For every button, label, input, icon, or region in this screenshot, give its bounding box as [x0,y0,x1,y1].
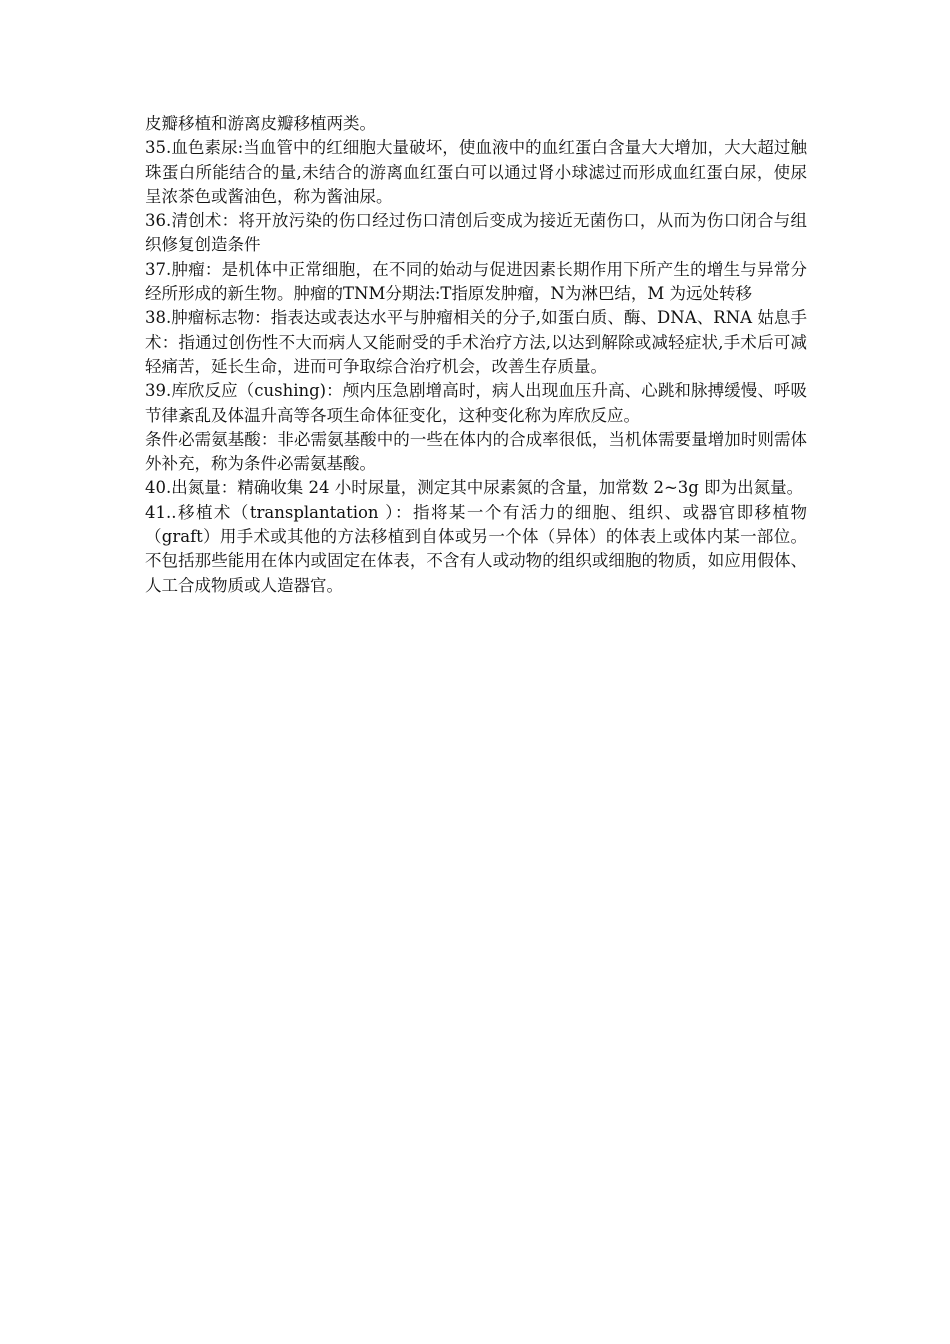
paragraph-debridement: 36.清创术：将开放污染的伤口经过伤口清创后变成为接近无菌伤口，从而为伤口闭合与组织修复创造条件 [145,211,807,255]
paragraph-transplantation: 41..移植术（transplantation ）：指将某一个有活力的细胞、组织、或器官即移植物（graft）用手术或其他的方法移植到自体或另一个体（异体）的体表上或体内某一部位。不包括那些能用在体内或固定在体表，不含有人或动物的组织或细胞的物质，如应用假体、人工合成物质或人造器官。 [145,502,807,595]
paragraph-skin-flap: 皮瓣移植和游离皮瓣移植两类。 [145,114,376,133]
document-body [145,112,807,598]
paragraph-hemoglobinuria: 35.血色素尿:当血管中的红细胞大量破坏，使血液中的血红蛋白含量大大增加，大大超过触珠蛋白所能结合的量,未结合的游离血红蛋白可以通过肾小球滤过而形成血红蛋白尿，使尿呈浓茶色或酱油色，称为酱油尿。 [145,138,807,206]
paragraph-nitrogen-output: 40.出氮量：精确收集 24 小时尿量，测定其中尿素氮的含量，加常数 2~3g 即为出氮量。 [145,478,804,498]
paragraph-conditional-amino-acid: 条件必需氨基酸：非必需氨基酸中的一些在体内的合成率很低，当机体需要量增加时则需体外补充，称为条件必需氨基酸。 [145,429,807,474]
paragraph-cushing-reaction: 39.库欣反应（cushing)：颅内压急剧增高时，病人出现血压升高、心跳和脉搏缓慢、呼吸节律紊乱及体温升高等各项生命体征变化，这种变化称为库欣反应。 [145,381,807,425]
paragraph-tumor: 37.肿瘤：是机体中正常细胞，在不同的始动与促进因素长期作用下所产生的增生与异常分经所形成的新生物。肿瘤的TNM分期法:T指原发肿瘤，N为淋巴结，M 为远处转移 [145,259,807,304]
paragraph-tumor-marker: 38.肿瘤标志物：指表达或表达水平与肿瘤相关的分子,如蛋白质、酶、DNA、RNA 姑息手术：指通过创伤性不大而病人又能耐受的手术治疗方法,以达到解除或减轻症状,手术后可减轻痛苦，延长生命，进而可争取综合治疗机会，改善生存质量。 [145,308,807,376]
